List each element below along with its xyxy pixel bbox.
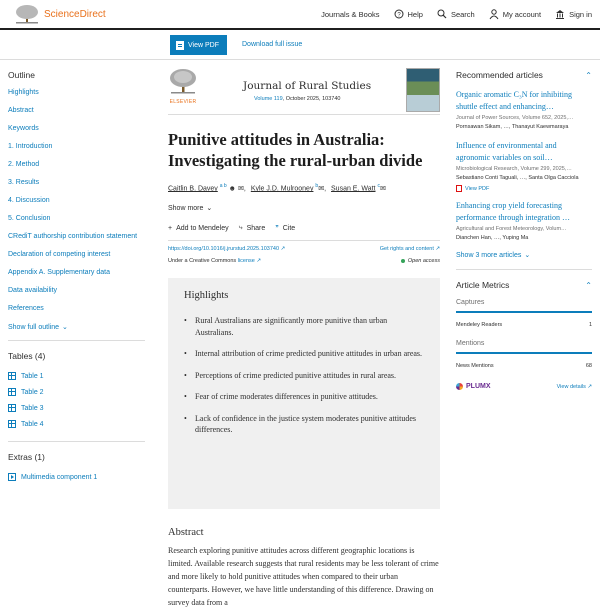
highlights-box <box>168 278 440 509</box>
journal-cover-image[interactable] <box>406 68 440 112</box>
recommended-article-meta: Microbiological Research, Volume 299, 2025,… <box>456 166 572 172</box>
rights-text: Get rights and content <box>379 246 434 253</box>
highlight-item: • Lack of confidence in the justice system moderates punitive attitudes differences. <box>184 413 424 436</box>
table-link-label: Table 3 <box>21 404 44 412</box>
recommended-view-pdf-link[interactable] <box>456 185 592 192</box>
show-more-label: Show more <box>168 204 204 212</box>
author-name: Susan E. Watt <box>331 185 376 193</box>
chevron-down-icon: ⌄ <box>61 324 68 331</box>
recommended-article <box>456 89 592 132</box>
nav-label: Sign in <box>569 9 592 19</box>
email-icon: ✉ <box>237 185 244 193</box>
outline-link-method[interactable]: 2. Method <box>8 161 40 168</box>
abstract-text: Research exploring punitive attitudes across different geographic locations is limited. Available research suggests that rural residents may be less tolerant of crime and more likely to hold punitive attitudes when compared to their urban counterparts. However, we have little understanding of this difference. Drawing on survey data from a <box>168 546 439 608</box>
recommended-article-authors: Sebastiano Conti Taguali, …, Santa Olga Cacciola <box>456 175 579 181</box>
search-icon <box>437 9 447 19</box>
recommended-heading: Recommended articles <box>456 70 543 80</box>
outline-link-highlights[interactable]: Highlights <box>8 89 39 96</box>
svg-text:?: ? <box>396 12 401 19</box>
external-link-icon: ↗ <box>435 246 440 253</box>
outline-panel <box>0 60 153 600</box>
nav-label: Search <box>450 9 475 19</box>
journal-volume <box>254 96 340 102</box>
article-toolbar <box>0 30 600 60</box>
highlight-item: • Perceptions of crime predicted punitive attitudes in rural areas. <box>184 370 424 382</box>
license-info <box>168 258 261 264</box>
nav-sign-in[interactable] <box>555 9 592 19</box>
volume-details: , October 2025, 103740 <box>282 96 341 102</box>
table-link-4[interactable] <box>8 416 153 432</box>
share-button[interactable] <box>239 224 266 232</box>
doi-link[interactable] <box>168 246 285 252</box>
highlights-heading: Highlights <box>184 290 229 302</box>
share-icon: ⤷ <box>238 224 243 232</box>
cite-button[interactable] <box>275 224 295 232</box>
highlight-item: • Fear of crime moderates differences in punitive attitudes. <box>184 391 424 403</box>
captures-label: Captures <box>456 299 592 313</box>
show-full-outline-button[interactable] <box>8 323 153 331</box>
action-label: Add to Mendeley <box>176 224 229 232</box>
divider <box>8 340 145 341</box>
quote-icon: ” <box>275 224 279 232</box>
recommended-header[interactable] <box>456 70 592 80</box>
nav-label: Journals & Books <box>321 9 380 19</box>
external-link-icon: ↗ <box>256 258 261 265</box>
outline-link-declaration[interactable]: Declaration of competing interest <box>8 251 111 258</box>
recommended-article-title[interactable]: Enhancing crop yield forecasting performance through integration … <box>456 201 570 222</box>
view-pdf-label: View PDF <box>188 41 219 49</box>
author-affiliation: b <box>315 183 319 189</box>
recommended-article <box>456 140 592 192</box>
top-nav <box>321 0 592 28</box>
elsevier-tree-icon <box>14 4 40 24</box>
recommended-article-authors: Pornsawan Sikam, …, Thanayut Kaewmaraya <box>456 124 569 130</box>
outline-link-data-availability[interactable]: Data availability <box>8 287 58 294</box>
divider <box>8 441 145 442</box>
author-affiliation: c <box>377 183 380 189</box>
extras-link-multimedia[interactable] <box>8 469 153 485</box>
recommended-article-title[interactable]: Influence of environmental and agronomic variables on soil… <box>456 141 557 162</box>
tables-heading: Tables (4) <box>8 351 46 361</box>
show-more-articles-button[interactable] <box>456 251 592 259</box>
outline-heading: Outline <box>8 70 35 80</box>
nav-label: Help <box>407 9 423 19</box>
table-icon <box>8 388 16 396</box>
table-link-label: Table 1 <box>21 372 44 380</box>
highlight-item: • Rural Australians are significantly more punitive than urban Australians. <box>184 315 424 338</box>
table-link-label: Table 4 <box>21 420 44 428</box>
table-icon <box>8 404 16 412</box>
plumx-logo[interactable] <box>456 383 491 390</box>
chevron-up-icon: ⌃ <box>585 70 592 80</box>
author-name: Caitlin B. Davey <box>168 185 218 193</box>
download-full-issue-link[interactable]: Download full issue <box>242 41 303 48</box>
nav-label: My account <box>502 9 542 19</box>
chevron-down-icon: ⌄ <box>206 205 213 213</box>
outline-link-credit[interactable]: CRediT authorship contribution statement <box>8 233 138 240</box>
outline-link-appendix[interactable]: Appendix A. Supplementary data <box>8 269 110 276</box>
highlight-item: • Internal attribution of crime predicted punitive attitudes in urban areas. <box>184 348 424 360</box>
right-sidebar <box>456 60 592 390</box>
chevron-down-icon: ⌄ <box>524 252 531 259</box>
recommended-article-meta: Journal of Power Sources, Volume 652, 2025,… <box>456 115 574 121</box>
license-prefix: Under a Creative Commons <box>168 258 238 265</box>
open-access-dot-icon <box>401 259 405 263</box>
multimedia-icon <box>8 473 16 481</box>
action-label: Cite <box>282 224 296 232</box>
author-2[interactable]: Kyle J.D. Mulrooney $^b$✉, <box>250 183 327 193</box>
open-access-label: Open access <box>407 258 440 265</box>
open-access-badge <box>401 258 440 264</box>
metric-label: Mendeley Readers <box>456 322 503 328</box>
show-more-button[interactable] <box>168 204 440 212</box>
article-main <box>168 60 440 609</box>
chevron-up-icon: ⌃ <box>585 280 592 290</box>
metric-value: 1 <box>588 322 592 328</box>
volume-link[interactable]: Volume 119 <box>254 96 283 102</box>
extras-heading: Extras (1) <box>8 452 45 462</box>
show-full-outline-label: Show full outline <box>8 323 59 331</box>
metric-label: News Mentions <box>456 363 494 369</box>
journal-title[interactable]: Journal of Rural Studies <box>243 80 372 92</box>
view-pdf-label: View PDF <box>465 185 490 192</box>
elsevier-tree-icon <box>168 68 198 94</box>
action-label: Share <box>246 224 266 232</box>
outline-link-keywords[interactable]: Keywords <box>8 125 39 132</box>
author-3[interactable] <box>331 183 386 192</box>
recommended-article <box>456 200 592 243</box>
nav-journals-books[interactable] <box>321 10 379 19</box>
sciencedirect-logo[interactable] <box>14 4 106 24</box>
table-link-1[interactable] <box>8 368 153 384</box>
add-to-mendeley-button[interactable] <box>168 224 229 232</box>
external-link-icon: ↗ <box>587 383 592 390</box>
pdf-icon <box>176 41 184 50</box>
view-details-label: View details <box>556 383 586 390</box>
institution-icon <box>555 9 565 19</box>
user-icon <box>489 9 499 19</box>
outline-link-abstract[interactable]: Abstract <box>8 107 34 114</box>
article-title: Punitive attitudes in Australia: Investigating the rural-urban divide <box>168 130 423 170</box>
mendeley-readers-row <box>456 322 592 328</box>
recommended-article-meta: Agricultural and Forest Meteorology, Volum… <box>456 226 567 232</box>
article-actions <box>168 224 440 232</box>
metrics-heading: Article Metrics <box>456 280 510 290</box>
plumx-row <box>456 383 592 390</box>
table-icon <box>8 372 16 380</box>
table-link-2[interactable] <box>8 384 153 400</box>
email-icon: ✉ <box>379 185 386 193</box>
elsevier-logo[interactable] <box>168 68 198 104</box>
nav-my-account[interactable] <box>489 9 541 19</box>
doi-text: https://doi.org/10.1016/j.jrurstud.2025.103740 <box>168 246 279 253</box>
table-link-label: Table 2 <box>21 388 44 396</box>
outline-link-results[interactable]: 3. Results <box>8 179 40 186</box>
abstract-heading: Abstract <box>168 527 204 539</box>
metric-value: 68 <box>585 363 592 369</box>
plumx-icon <box>456 383 463 390</box>
outline-link-discussion[interactable]: 4. Discussion <box>8 197 50 204</box>
help-circle-icon <box>394 9 404 19</box>
show-more-articles-label: Show 3 more articles <box>456 251 522 259</box>
license-link-text: license <box>237 258 255 265</box>
publisher-name: ELSEVIER <box>169 99 197 105</box>
author-list <box>168 183 440 192</box>
external-link-icon: ↗ <box>280 246 286 253</box>
outline-link-introduction[interactable]: 1. Introduction <box>8 143 53 150</box>
table-icon <box>8 420 16 428</box>
author-name: Kyle J.D. Mulrooney <box>250 185 314 193</box>
recommended-article-authors: Dianchen Han, …, Yuping Ma <box>456 235 529 241</box>
author-1[interactable]: Caitlin B. Davey $^{a b}$ ☻ ✉, <box>168 183 246 193</box>
nav-search[interactable] <box>437 9 475 19</box>
plus-icon: + <box>168 224 173 232</box>
view-pdf-button[interactable] <box>170 35 227 55</box>
recommended-article-title[interactable]: Organic aromatic C₃N for inhibiting shuttle effect and enhancing… <box>456 90 572 111</box>
rights-link[interactable] <box>380 246 440 252</box>
abstract-section <box>168 527 440 609</box>
outline-link-references[interactable]: References <box>8 305 44 312</box>
license-link[interactable] <box>238 258 261 264</box>
author-affiliation: a b <box>219 183 227 189</box>
pdf-icon <box>456 185 462 192</box>
extras-link-label: Multimedia component 1 <box>21 473 98 481</box>
divider <box>456 269 592 270</box>
view-details-link[interactable] <box>557 384 592 390</box>
doi-row <box>168 240 440 252</box>
plumx-label: PLUMX <box>466 383 491 390</box>
metrics-header[interactable] <box>456 280 592 290</box>
license-row <box>168 258 440 264</box>
outline-link-conclusion[interactable]: 5. Conclusion <box>8 215 51 222</box>
table-link-3[interactable] <box>8 400 153 416</box>
journal-header <box>168 60 440 115</box>
mentions-label: Mentions <box>456 340 592 354</box>
news-mentions-row <box>456 363 592 369</box>
nav-help[interactable] <box>394 9 423 19</box>
top-header <box>0 0 600 30</box>
brand-name: ScienceDirect <box>44 8 106 20</box>
person-icon: ☻ <box>228 185 237 193</box>
email-icon: ✉ <box>318 185 325 193</box>
